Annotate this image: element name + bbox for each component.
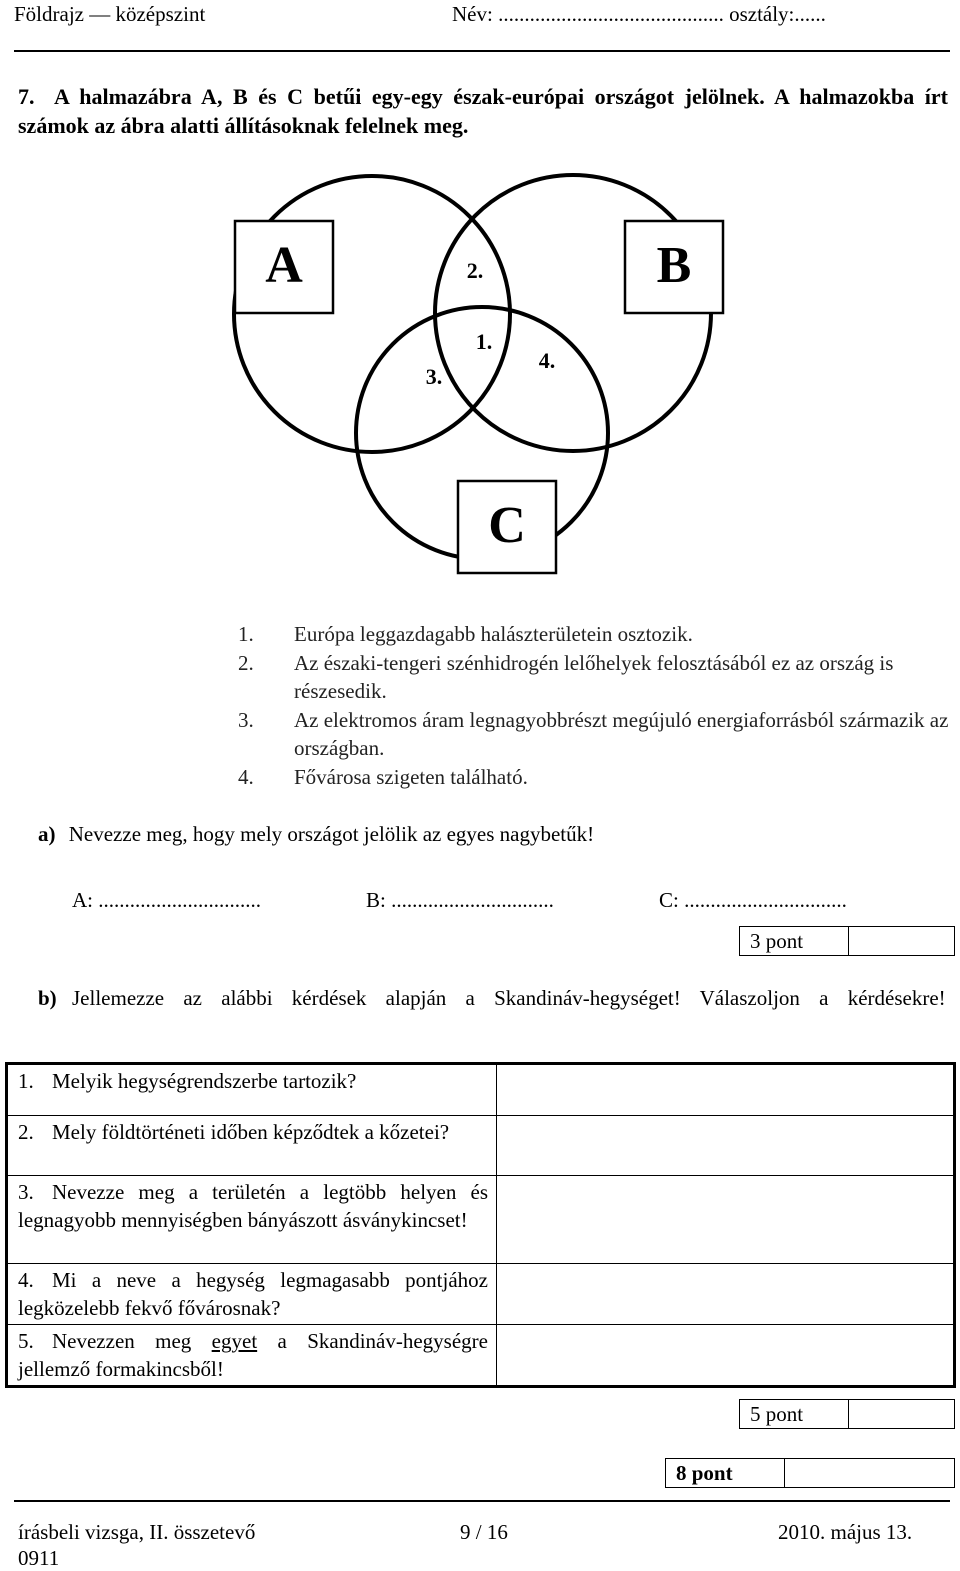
- total-points-label: 8 pont: [676, 1461, 733, 1485]
- table-row: [7, 1116, 955, 1176]
- region-3-label: 3.: [425, 364, 443, 389]
- question-number: 7.: [18, 84, 35, 109]
- question-cell: 2. Mely földtörténeti időben képződtek a kőzetei?: [7, 1116, 497, 1176]
- question-cell: 5. Nevezzen meg egyet a Skandináv-hegységre jellemző formakincsből!: [7, 1325, 497, 1387]
- footer-code: 0911: [18, 1546, 60, 1570]
- answer-cell[interactable]: [497, 1116, 955, 1176]
- underlined-word: egyet: [211, 1329, 258, 1353]
- region-4-label: 4.: [538, 348, 556, 373]
- answer-b-field[interactable]: B: ...............................: [366, 888, 554, 912]
- points-box-b: [739, 1399, 955, 1429]
- part-a-prompt: a) Nevezze meg, hogy mely országot jelölik az egyes nagybetűk!: [38, 822, 595, 846]
- header-subject: Földrajz — középszint: [14, 2, 206, 26]
- question-cell: 4. Mi a neve a hegység legmagasabb pontjához legközelebb fekvő fővárosnak?: [7, 1264, 497, 1325]
- answer-a-field[interactable]: A: ...............................: [72, 888, 261, 912]
- footer-page-number: 9 / 16: [460, 1520, 508, 1544]
- region-2-label: 2.: [466, 258, 484, 283]
- footer-rule: [14, 1500, 950, 1502]
- points-label: 5 pont: [750, 1402, 804, 1426]
- header-name-class: Név: ........................................... osztály:......: [452, 2, 826, 26]
- set-c-label: C: [488, 497, 526, 554]
- footer-exam-type: írásbeli vizsga, II. összetevő: [18, 1520, 256, 1544]
- answer-c-field[interactable]: C: ...............................: [659, 888, 847, 912]
- table-row: [7, 1064, 955, 1116]
- footer-date: 2010. május 13.: [778, 1520, 913, 1544]
- points-label: 3 pont: [750, 929, 804, 953]
- table-row: [7, 1325, 955, 1387]
- total-points-box: [665, 1458, 955, 1488]
- table-row: [7, 1264, 955, 1325]
- answer-cell[interactable]: [497, 1176, 955, 1264]
- set-b-label: B: [656, 237, 692, 294]
- question-cell: 1. Melyik hegységrendszerbe tartozik?: [7, 1064, 497, 1116]
- answer-cell[interactable]: [497, 1264, 955, 1325]
- part-b-prompt: b) Jellemezze az alábbi kérdések alapján a Skandináv-hegységet! Válaszoljon a kérdésekre!: [38, 986, 946, 1010]
- answer-cell[interactable]: [497, 1064, 955, 1116]
- set-a-label: A: [265, 237, 303, 294]
- points-box-a: [739, 926, 955, 956]
- question-cell: 3. Nevezze meg a területén a legtöbb helyen és legnagyobb mennyiségben bányászott ásványkincset!: [7, 1176, 497, 1264]
- question-text: A halmazábra A, B és C betűi egy-egy észak-európai országot jelölnek. A halmazokba írt számok az ábra alatti állításoknak felelnek meg.: [18, 84, 948, 138]
- venn-diagram: [0, 0, 960, 600]
- statement-list: 1. Európa leggazdagabb halászterületein osztozik. 2. Az északi-tengeri szénhidrogén lelőhelyek felosztásából ez az ország is részesedik. 3. Az elektromos áram legnagyobbrészt megújuló energiaforrásból származik az országban. 4. Fővárosa szigeten található.: [238, 622, 949, 789]
- table-row: [7, 1176, 955, 1264]
- answer-cell[interactable]: [497, 1325, 955, 1387]
- questions-table: [5, 1062, 956, 1388]
- region-1-label: 1.: [475, 329, 493, 354]
